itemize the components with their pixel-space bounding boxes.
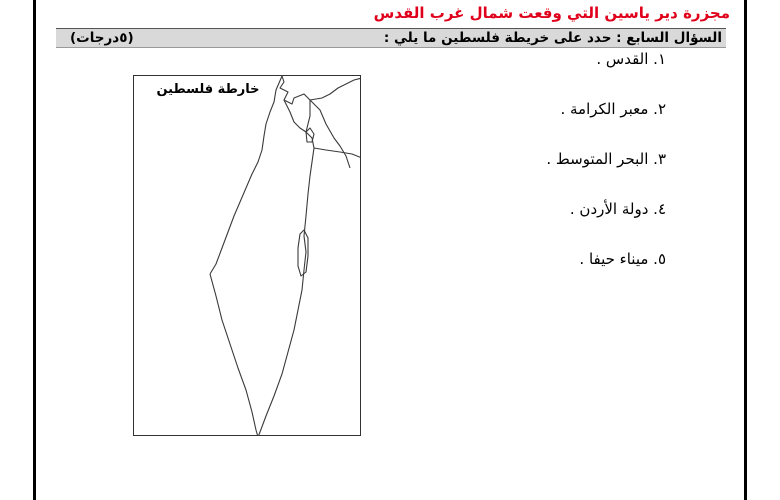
sinai-border <box>210 274 258 436</box>
question-header-bar <box>56 28 726 48</box>
jordan-border-line <box>314 148 361 158</box>
map-outline-drawing <box>134 76 361 436</box>
list-item: ١. القدس . <box>596 50 666 68</box>
lake-tiberias <box>306 128 314 142</box>
question-text: السؤال السابع : حدد على خريطة فلسطين ما يلي : <box>383 30 722 46</box>
syria-border <box>310 100 350 168</box>
page-title: مجزرة دير ياسين التي وقعت شمال غرب القدس <box>373 4 730 22</box>
eastern-border <box>258 100 314 436</box>
lebanon-border <box>284 100 306 132</box>
list-item: ٣. البحر المتوسط . <box>546 150 666 168</box>
dead-sea <box>298 230 308 276</box>
page-border-right <box>744 0 747 500</box>
list-item: ٢. معبر الكرامة . <box>560 100 666 118</box>
palestine-map <box>133 75 361 436</box>
page-border-left <box>33 0 36 500</box>
map-title: خارطة فلسطين <box>156 82 260 97</box>
question-grade: (٥درجات) <box>70 30 134 46</box>
list-item: ٤. دولة الأردن . <box>569 200 666 218</box>
coastline <box>210 76 282 274</box>
task-list <box>406 50 666 300</box>
list-item: ٥. ميناء حيفا . <box>579 250 666 268</box>
northern-border <box>280 76 361 104</box>
